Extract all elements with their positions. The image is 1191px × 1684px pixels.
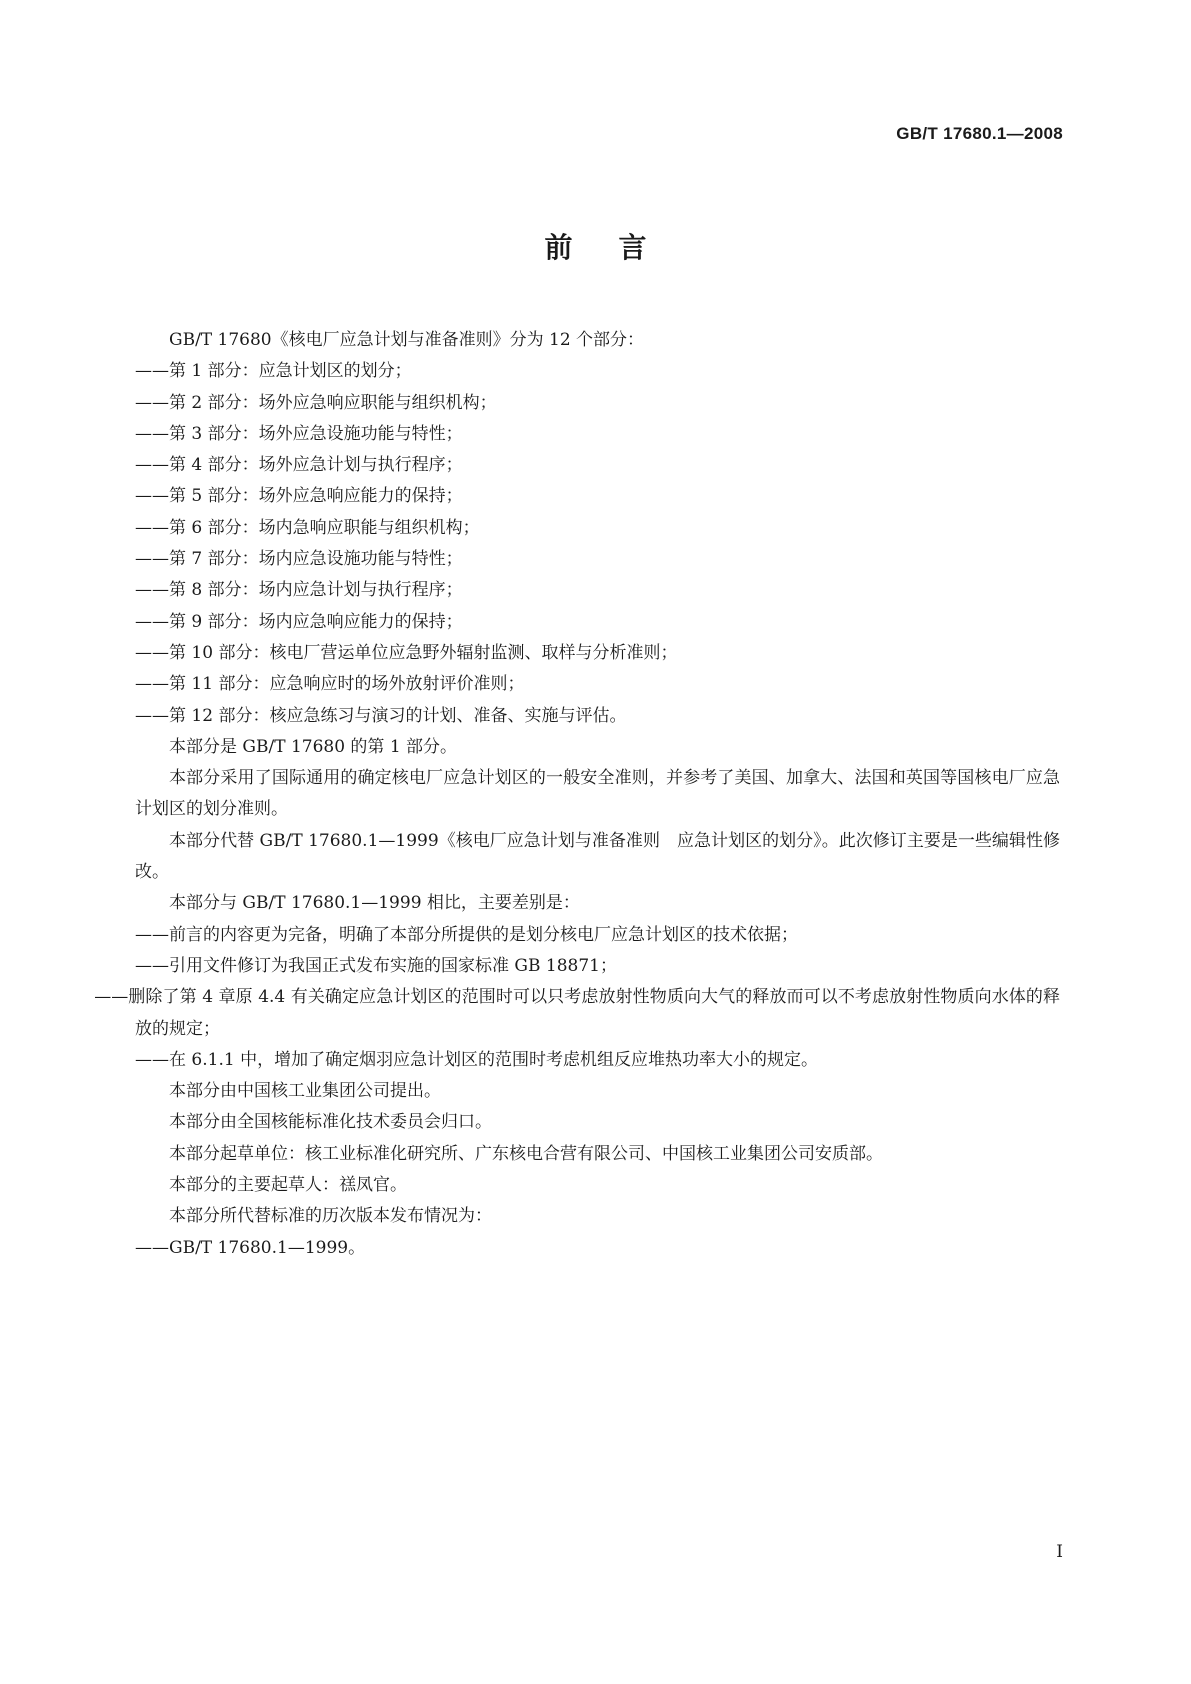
paragraph: 本部分由全国核能标准化技术委员会归口。 — [169, 1112, 492, 1133]
list-item: ——第 3 部分：场外应急设施功能与特性； — [135, 423, 463, 444]
list-item: ——第 5 部分：场外应急响应能力的保持； — [135, 486, 463, 507]
paragraph: 本部分所代替标准的历次版本发布情况为： — [169, 1206, 492, 1227]
paragraph: 本部分的主要起草人：禚凤官。 — [169, 1175, 407, 1196]
paragraph: 本部分采用了国际通用的确定核电厂应急计划区的一般安全准则，并参考了美国、加拿大、法国和英国等国核电厂应急计划区的划分准则。 — [135, 768, 1060, 820]
list-item: ——第 6 部分：场内急响应职能与组织机构； — [135, 517, 480, 538]
paragraph: 本部分与 GB/T 17680.1—1999 相比，主要差别是： — [169, 893, 580, 914]
list-item: ——第 8 部分：场内应急计划与执行程序； — [135, 580, 463, 601]
foreword-body — [94, 325, 1060, 1264]
page-title: 前言 — [544, 231, 693, 264]
list-item: ——第 11 部分：应急响应时的场外放射评价准则； — [135, 674, 525, 695]
paragraph: GB/T 17680《核电厂应急计划与准备准则》分为 12 个部分： — [169, 330, 645, 350]
paragraph: 本部分由中国核工业集团公司提出。 — [169, 1081, 441, 1102]
list-item: ——在 6.1.1 中，增加了确定烟羽应急计划区的范围时考虑机组反应堆热功率大小的规定。 — [135, 1049, 819, 1070]
paragraph: 本部分是 GB/T 17680 的第 1 部分。 — [169, 736, 458, 757]
list-item: ——GB/T 17680.1—1999。 — [135, 1237, 366, 1258]
list-item: ——第 9 部分：场内应急响应能力的保持； — [135, 611, 463, 632]
list-item: ——第 10 部分：核电厂营运单位应急野外辐射监测、取样与分析准则； — [135, 642, 678, 663]
list-item: ——第 1 部分：应急计划区的划分； — [135, 361, 412, 382]
paragraph: 本部分起草单位：核工业标准化研究所、广东核电合营有限公司、中国核工业集团公司安质部。 — [169, 1143, 883, 1164]
standard-number: GB/T 17680.1—2008 — [896, 124, 1063, 143]
list-item: ——前言的内容更为完备，明确了本部分所提供的是划分核电厂应急计划区的技术依据； — [135, 924, 798, 945]
list-item: ——第 12 部分：核应急练习与演习的计划、准备、实施与评估。 — [135, 705, 627, 726]
list-item: ——引用文件修订为我国正式发布实施的国家标准 GB 18871； — [135, 955, 617, 976]
paragraph: 本部分代替 GB/T 17680.1—1999《核电厂应急计划与准备准则 应急计划区的划分》。此次修订主要是一些编辑性修改。 — [135, 830, 1060, 883]
page-number: I — [1056, 1542, 1063, 1562]
list-item: ——删除了第 4 章原 4.4 有关确定应急计划区的范围时可以只考虑放射性物质向大气的释放而可以不考虑放射性物质向水体的释放的规定； — [94, 987, 1060, 1039]
list-item: ——第 2 部分：场外应急响应职能与组织机构； — [135, 392, 497, 413]
list-item: ——第 4 部分：场外应急计划与执行程序； — [135, 455, 463, 476]
list-item: ——第 7 部分：场内应急设施功能与特性； — [135, 549, 463, 570]
